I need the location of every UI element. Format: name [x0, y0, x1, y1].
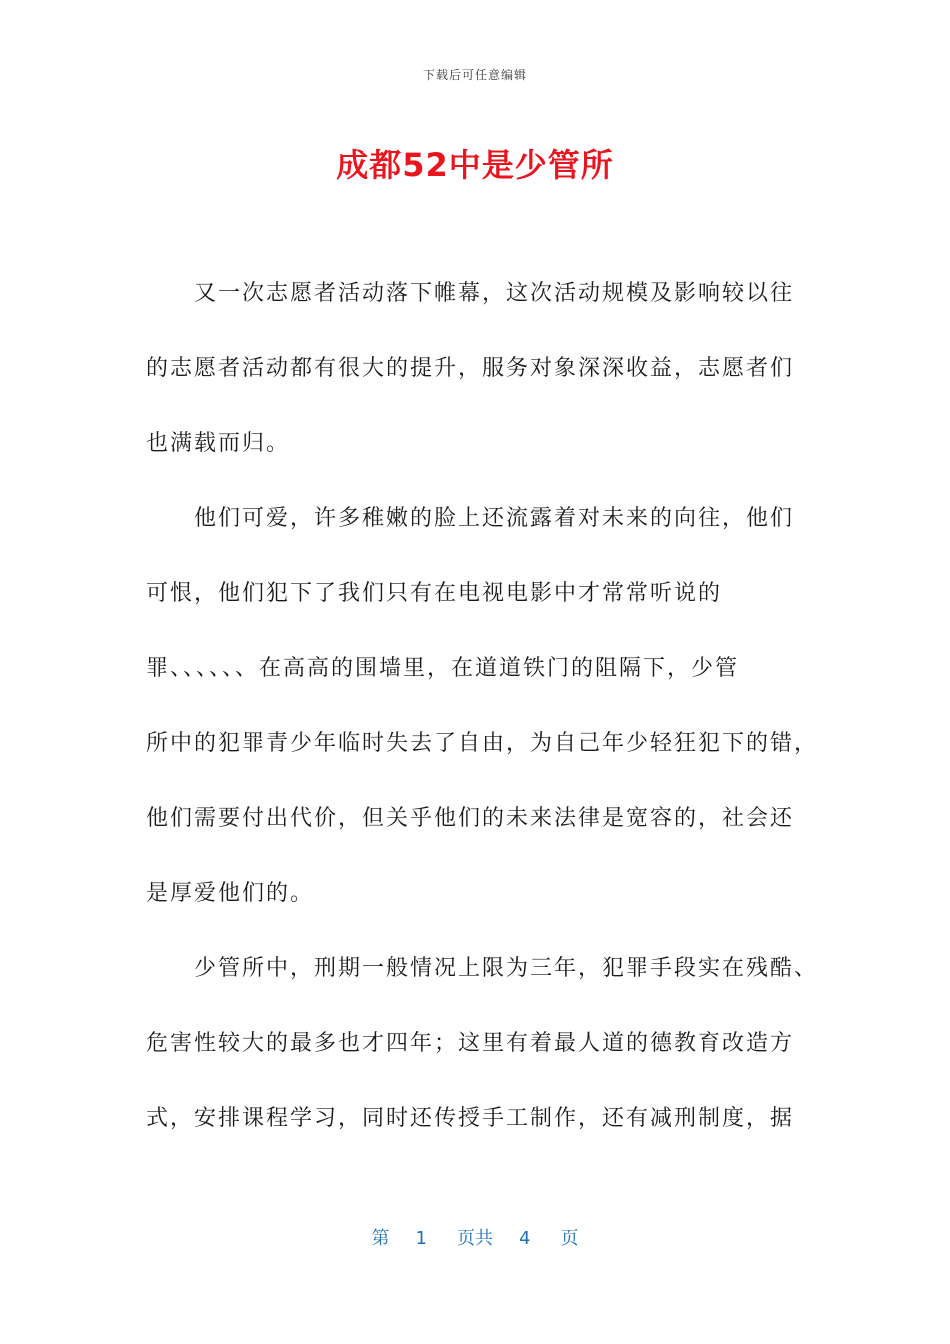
paragraph-line: 也满载而归。 [146, 431, 291, 456]
paragraph-line: 所中的犯罪青少年临时失去了自由，为自己年少轻狂犯下的错， [146, 731, 819, 756]
paragraph-line: 的志愿者活动都有很大的提升，服务对象深深收益，志愿者们 [146, 356, 795, 381]
page-footer [0, 1224, 950, 1250]
paragraph-line: 他们可爱，许多稚嫩的脸上还流露着对未来的向往，他们 [194, 506, 795, 531]
paragraph-line: 是厚爱他们的。 [146, 881, 315, 906]
document-body [146, 256, 819, 1156]
paragraph-line: 可恨，他们犯下了我们只有在电视电影中才常常听说的 [146, 581, 723, 606]
total-pages-number: 4 [519, 1228, 531, 1249]
paragraph-line: 危害性较大的最多也才四年；这里有着最人道的德教育改造方 [146, 1031, 795, 1056]
page-label-mid: 页共 [457, 1228, 493, 1249]
page-label-suffix: 页 [560, 1228, 579, 1249]
paragraph-line: 又一次志愿者活动落下帷幕，这次活动规模及影响较以往 [194, 281, 795, 306]
paragraph-line: 罪、、、、、、在高高的围墙里，在道道铁门的阻隔下，少管 [146, 656, 740, 681]
paragraph-line: 式，安排课程学习，同时还传授手工制作，还有减刑制度，据 [146, 1106, 795, 1131]
paragraph-line: 少管所中，刑期一般情况上限为三年，犯罪手段实在残酷、 [194, 956, 819, 981]
paragraph-line: 他们需要付出代价，但关乎他们的未来法律是宽容的，社会还 [146, 806, 795, 831]
current-page-number: 1 [415, 1228, 427, 1249]
header-note: 下载后可任意编辑 [422, 68, 527, 82]
page-label-prefix: 第 [371, 1228, 390, 1249]
document-title: 成都52中是少管所 [336, 146, 614, 184]
